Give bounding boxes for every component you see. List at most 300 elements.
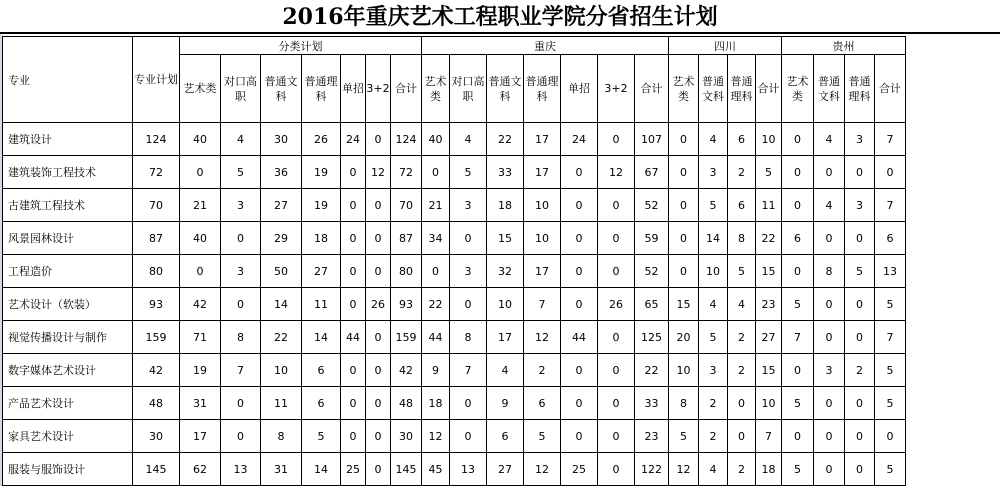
value-cell: 10 [261, 354, 302, 387]
subheader-cell: 普通理科 [524, 55, 561, 123]
major-name-cell: 艺术设计（软装） [3, 288, 133, 321]
value-cell: 4 [487, 354, 524, 387]
plan-cell: 48 [133, 387, 180, 420]
value-cell: 0 [366, 189, 391, 222]
value-cell: 14 [261, 288, 302, 321]
value-cell: 3 [450, 255, 487, 288]
table-row [3, 255, 906, 288]
value-cell: 19 [302, 156, 341, 189]
value-cell: 0 [669, 123, 699, 156]
header-group-sichuan: 四川 [669, 37, 782, 55]
value-cell: 10 [699, 255, 728, 288]
value-cell: 6 [728, 123, 756, 156]
value-cell: 0 [845, 387, 875, 420]
value-cell: 14 [699, 222, 728, 255]
plan-cell: 93 [133, 288, 180, 321]
value-cell: 22 [635, 354, 669, 387]
value-cell: 9 [487, 387, 524, 420]
value-cell: 0 [598, 255, 635, 288]
value-cell: 0 [875, 156, 906, 189]
subheader-cell: 合计 [756, 55, 782, 123]
value-cell: 5 [728, 255, 756, 288]
value-cell: 5 [875, 453, 906, 486]
value-cell: 7 [221, 354, 261, 387]
value-cell: 12 [669, 453, 699, 486]
value-cell: 20 [669, 321, 699, 354]
value-cell: 6 [487, 420, 524, 453]
major-name-cell: 家具艺术设计 [3, 420, 133, 453]
value-cell: 5 [450, 156, 487, 189]
value-cell: 14 [302, 321, 341, 354]
value-cell: 3 [221, 189, 261, 222]
value-cell: 5 [756, 156, 782, 189]
value-cell: 3 [814, 354, 845, 387]
value-cell: 0 [669, 222, 699, 255]
value-cell: 0 [450, 420, 487, 453]
value-cell: 10 [487, 288, 524, 321]
value-cell: 17 [524, 123, 561, 156]
value-cell: 13 [450, 453, 487, 486]
value-cell: 0 [814, 288, 845, 321]
table-row [3, 222, 906, 255]
value-cell: 0 [341, 156, 366, 189]
subheader-cell: 单招 [341, 55, 366, 123]
subheader-cell: 艺术类 [422, 55, 450, 123]
value-cell: 3 [699, 156, 728, 189]
value-cell: 0 [669, 255, 699, 288]
value-cell: 11 [756, 189, 782, 222]
value-cell: 0 [728, 420, 756, 453]
value-cell: 6 [302, 387, 341, 420]
value-cell: 0 [845, 156, 875, 189]
plan-cell: 80 [133, 255, 180, 288]
table-row [3, 321, 906, 354]
value-cell: 0 [422, 156, 450, 189]
value-cell: 0 [845, 453, 875, 486]
value-cell: 0 [814, 156, 845, 189]
value-cell: 0 [598, 354, 635, 387]
value-cell: 0 [221, 420, 261, 453]
value-cell: 4 [699, 453, 728, 486]
value-cell: 22 [756, 222, 782, 255]
major-name-cell: 古建筑工程技术 [3, 189, 133, 222]
subheader-cell: 3+2 [598, 55, 635, 123]
value-cell: 8 [450, 321, 487, 354]
value-cell: 5 [699, 321, 728, 354]
value-cell: 0 [561, 288, 598, 321]
major-name-cell: 风景园林设计 [3, 222, 133, 255]
value-cell: 34 [422, 222, 450, 255]
value-cell: 24 [561, 123, 598, 156]
value-cell: 25 [341, 453, 366, 486]
value-cell: 15 [756, 255, 782, 288]
value-cell: 0 [598, 387, 635, 420]
value-cell: 6 [728, 189, 756, 222]
major-name-cell: 产品艺术设计 [3, 387, 133, 420]
value-cell: 12 [524, 453, 561, 486]
value-cell: 2 [524, 354, 561, 387]
value-cell: 0 [341, 420, 366, 453]
value-cell: 2 [728, 354, 756, 387]
table-row [3, 156, 906, 189]
major-name-cell: 服装与服饰设计 [3, 453, 133, 486]
page-title: 2016年重庆艺术工程职业学院分省招生计划 [0, 0, 1000, 34]
value-cell: 7 [782, 321, 814, 354]
value-cell: 5 [782, 288, 814, 321]
value-cell: 11 [302, 288, 341, 321]
value-cell: 4 [814, 189, 845, 222]
value-cell: 4 [699, 288, 728, 321]
value-cell: 27 [302, 255, 341, 288]
value-cell: 12 [598, 156, 635, 189]
table-row [3, 354, 906, 387]
table-row [3, 189, 906, 222]
subheader-cell: 普通理科 [302, 55, 341, 123]
value-cell: 7 [450, 354, 487, 387]
value-cell: 5 [302, 420, 341, 453]
subheader-cell: 对口高职 [221, 55, 261, 123]
value-cell: 4 [450, 123, 487, 156]
value-cell: 70 [391, 189, 422, 222]
value-cell: 26 [366, 288, 391, 321]
value-cell: 27 [261, 189, 302, 222]
value-cell: 8 [669, 387, 699, 420]
value-cell: 44 [422, 321, 450, 354]
table-row [3, 288, 906, 321]
header-major: 专业 [3, 37, 133, 123]
value-cell: 0 [598, 453, 635, 486]
value-cell: 40 [180, 222, 221, 255]
value-cell: 19 [180, 354, 221, 387]
value-cell: 5 [782, 453, 814, 486]
value-cell: 0 [598, 123, 635, 156]
value-cell: 12 [524, 321, 561, 354]
value-cell: 0 [814, 420, 845, 453]
value-cell: 0 [782, 189, 814, 222]
value-cell: 2 [728, 453, 756, 486]
value-cell: 21 [180, 189, 221, 222]
table-row [3, 420, 906, 453]
value-cell: 10 [524, 189, 561, 222]
header-group-chongqing: 重庆 [422, 37, 669, 55]
value-cell: 4 [814, 123, 845, 156]
value-cell: 10 [669, 354, 699, 387]
value-cell: 0 [561, 420, 598, 453]
value-cell: 65 [635, 288, 669, 321]
value-cell: 7 [875, 321, 906, 354]
value-cell: 0 [782, 354, 814, 387]
subheader-cell: 普通理科 [728, 55, 756, 123]
value-cell: 11 [261, 387, 302, 420]
value-cell: 9 [422, 354, 450, 387]
value-cell: 93 [391, 288, 422, 321]
header-group-category: 分类计划 [180, 37, 422, 55]
subheader-cell: 3+2 [366, 55, 391, 123]
value-cell: 0 [598, 321, 635, 354]
value-cell: 18 [302, 222, 341, 255]
major-name-cell: 建筑装饰工程技术 [3, 156, 133, 189]
value-cell: 26 [598, 288, 635, 321]
plan-cell: 124 [133, 123, 180, 156]
value-cell: 33 [487, 156, 524, 189]
value-cell: 4 [221, 123, 261, 156]
value-cell: 22 [422, 288, 450, 321]
value-cell: 33 [635, 387, 669, 420]
value-cell: 0 [450, 387, 487, 420]
value-cell: 2 [845, 354, 875, 387]
value-cell: 5 [845, 255, 875, 288]
value-cell: 87 [391, 222, 422, 255]
subheader-cell: 对口高职 [450, 55, 487, 123]
value-cell: 50 [261, 255, 302, 288]
value-cell: 52 [635, 255, 669, 288]
value-cell: 72 [391, 156, 422, 189]
value-cell: 22 [261, 321, 302, 354]
value-cell: 27 [487, 453, 524, 486]
plan-cell: 30 [133, 420, 180, 453]
value-cell: 6 [782, 222, 814, 255]
plan-cell: 72 [133, 156, 180, 189]
value-cell: 13 [221, 453, 261, 486]
subheader-cell: 艺术类 [782, 55, 814, 123]
value-cell: 3 [845, 189, 875, 222]
value-cell: 17 [487, 321, 524, 354]
plan-cell: 87 [133, 222, 180, 255]
value-cell: 0 [561, 387, 598, 420]
value-cell: 0 [814, 453, 845, 486]
value-cell: 7 [756, 420, 782, 453]
value-cell: 48 [391, 387, 422, 420]
value-cell: 0 [598, 222, 635, 255]
value-cell: 30 [261, 123, 302, 156]
value-cell: 8 [728, 222, 756, 255]
value-cell: 12 [422, 420, 450, 453]
value-cell: 12 [366, 156, 391, 189]
value-cell: 5 [875, 387, 906, 420]
value-cell: 52 [635, 189, 669, 222]
value-cell: 40 [422, 123, 450, 156]
value-cell: 3 [699, 354, 728, 387]
value-cell: 0 [366, 420, 391, 453]
value-cell: 0 [341, 288, 366, 321]
subheader-cell: 单招 [561, 55, 598, 123]
table-row [3, 453, 906, 486]
value-cell: 0 [341, 189, 366, 222]
value-cell: 23 [756, 288, 782, 321]
header-group-guizhou: 贵州 [782, 37, 906, 55]
value-cell: 18 [422, 387, 450, 420]
subheader-cell: 合计 [875, 55, 906, 123]
value-cell: 0 [450, 288, 487, 321]
value-cell: 0 [561, 222, 598, 255]
subheader-cell: 合计 [391, 55, 422, 123]
value-cell: 18 [487, 189, 524, 222]
value-cell: 0 [450, 222, 487, 255]
value-cell: 0 [782, 255, 814, 288]
value-cell: 0 [366, 255, 391, 288]
value-cell: 5 [699, 189, 728, 222]
value-cell: 3 [221, 255, 261, 288]
major-name-cell: 数字媒体艺术设计 [3, 354, 133, 387]
value-cell: 0 [845, 321, 875, 354]
table-row [3, 123, 906, 156]
value-cell: 6 [875, 222, 906, 255]
value-cell: 4 [728, 288, 756, 321]
value-cell: 0 [366, 123, 391, 156]
plan-cell: 159 [133, 321, 180, 354]
value-cell: 8 [814, 255, 845, 288]
value-cell: 71 [180, 321, 221, 354]
value-cell: 4 [699, 123, 728, 156]
table-row [3, 387, 906, 420]
value-cell: 3 [450, 189, 487, 222]
value-cell: 17 [524, 255, 561, 288]
value-cell: 5 [875, 354, 906, 387]
value-cell: 7 [524, 288, 561, 321]
value-cell: 7 [875, 189, 906, 222]
value-cell: 5 [221, 156, 261, 189]
value-cell: 31 [180, 387, 221, 420]
value-cell: 0 [598, 420, 635, 453]
value-cell: 0 [845, 420, 875, 453]
value-cell: 21 [422, 189, 450, 222]
value-cell: 0 [669, 189, 699, 222]
subheader-cell: 普通文科 [814, 55, 845, 123]
value-cell: 0 [221, 222, 261, 255]
value-cell: 0 [341, 222, 366, 255]
major-name-cell: 建筑设计 [3, 123, 133, 156]
value-cell: 124 [391, 123, 422, 156]
value-cell: 59 [635, 222, 669, 255]
value-cell: 125 [635, 321, 669, 354]
value-cell: 6 [302, 354, 341, 387]
value-cell: 2 [699, 420, 728, 453]
value-cell: 0 [782, 420, 814, 453]
value-cell: 23 [635, 420, 669, 453]
value-cell: 0 [180, 156, 221, 189]
value-cell: 0 [366, 354, 391, 387]
value-cell: 5 [669, 420, 699, 453]
value-cell: 0 [814, 222, 845, 255]
value-cell: 44 [561, 321, 598, 354]
value-cell: 30 [391, 420, 422, 453]
value-cell: 5 [782, 387, 814, 420]
value-cell: 22 [487, 123, 524, 156]
value-cell: 0 [814, 321, 845, 354]
value-cell: 0 [366, 387, 391, 420]
value-cell: 0 [422, 255, 450, 288]
value-cell: 80 [391, 255, 422, 288]
header-row-groups [3, 37, 906, 55]
value-cell: 10 [756, 123, 782, 156]
value-cell: 31 [261, 453, 302, 486]
plan-cell: 42 [133, 354, 180, 387]
subheader-cell: 合计 [635, 55, 669, 123]
subheader-cell: 普通文科 [261, 55, 302, 123]
value-cell: 2 [728, 156, 756, 189]
value-cell: 15 [756, 354, 782, 387]
value-cell: 107 [635, 123, 669, 156]
value-cell: 0 [341, 387, 366, 420]
value-cell: 32 [487, 255, 524, 288]
subheader-cell: 普通文科 [699, 55, 728, 123]
value-cell: 0 [366, 453, 391, 486]
value-cell: 0 [561, 255, 598, 288]
subheader-cell: 艺术类 [669, 55, 699, 123]
value-cell: 2 [699, 387, 728, 420]
value-cell: 17 [180, 420, 221, 453]
plan-cell: 70 [133, 189, 180, 222]
value-cell: 14 [302, 453, 341, 486]
value-cell: 0 [221, 387, 261, 420]
value-cell: 0 [782, 123, 814, 156]
value-cell: 0 [561, 354, 598, 387]
value-cell: 8 [221, 321, 261, 354]
value-cell: 0 [782, 156, 814, 189]
value-cell: 18 [756, 453, 782, 486]
value-cell: 45 [422, 453, 450, 486]
value-cell: 42 [180, 288, 221, 321]
value-cell: 0 [366, 321, 391, 354]
value-cell: 0 [845, 222, 875, 255]
value-cell: 122 [635, 453, 669, 486]
value-cell: 0 [561, 156, 598, 189]
value-cell: 15 [669, 288, 699, 321]
plan-cell: 145 [133, 453, 180, 486]
value-cell: 5 [524, 420, 561, 453]
value-cell: 0 [341, 255, 366, 288]
enrollment-table [2, 36, 906, 486]
value-cell: 5 [875, 288, 906, 321]
value-cell: 0 [875, 420, 906, 453]
value-cell: 0 [598, 189, 635, 222]
value-cell: 0 [814, 387, 845, 420]
value-cell: 44 [341, 321, 366, 354]
value-cell: 6 [524, 387, 561, 420]
value-cell: 0 [561, 189, 598, 222]
subheader-cell: 普通理科 [845, 55, 875, 123]
value-cell: 26 [302, 123, 341, 156]
value-cell: 3 [845, 123, 875, 156]
value-cell: 24 [341, 123, 366, 156]
value-cell: 0 [341, 354, 366, 387]
value-cell: 27 [756, 321, 782, 354]
value-cell: 29 [261, 222, 302, 255]
value-cell: 67 [635, 156, 669, 189]
value-cell: 40 [180, 123, 221, 156]
value-cell: 0 [728, 387, 756, 420]
value-cell: 10 [756, 387, 782, 420]
major-name-cell: 视觉传播设计与制作 [3, 321, 133, 354]
value-cell: 36 [261, 156, 302, 189]
value-cell: 25 [561, 453, 598, 486]
value-cell: 10 [524, 222, 561, 255]
subheader-cell: 普通文科 [487, 55, 524, 123]
value-cell: 13 [875, 255, 906, 288]
subheader-cell: 艺术类 [180, 55, 221, 123]
value-cell: 42 [391, 354, 422, 387]
value-cell: 145 [391, 453, 422, 486]
value-cell: 0 [221, 288, 261, 321]
value-cell: 19 [302, 189, 341, 222]
value-cell: 62 [180, 453, 221, 486]
header-plan: 专业计划 [133, 37, 180, 123]
value-cell: 159 [391, 321, 422, 354]
value-cell: 7 [875, 123, 906, 156]
value-cell: 15 [487, 222, 524, 255]
value-cell: 0 [366, 222, 391, 255]
value-cell: 8 [261, 420, 302, 453]
